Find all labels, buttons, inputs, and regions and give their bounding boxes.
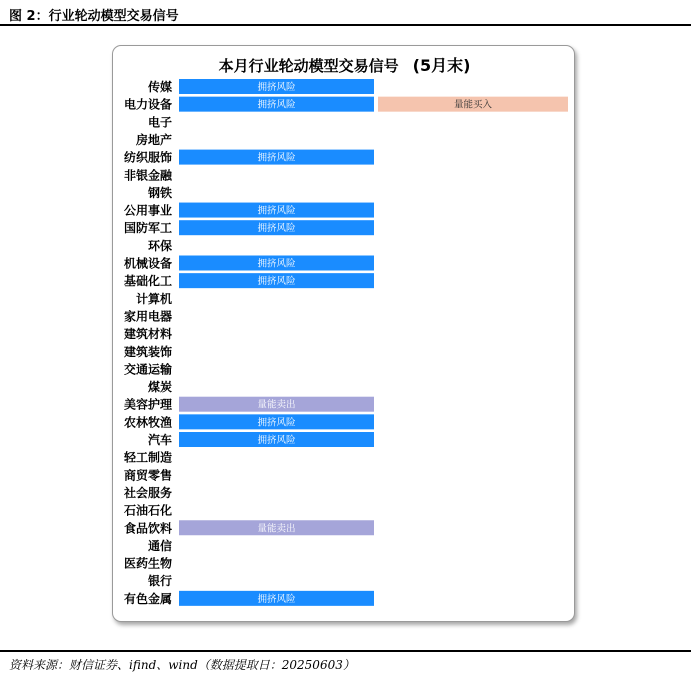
industry-label: 建筑装饰 <box>123 344 172 359</box>
industry-label: 国防军工 <box>123 221 172 236</box>
industry-label: 有色金属 <box>123 591 172 606</box>
industry-label: 传媒 <box>147 80 172 94</box>
industry-label: 非银金融 <box>123 168 172 183</box>
industry-label: 通信 <box>147 538 172 553</box>
industry-label: 美容护理 <box>123 397 172 412</box>
risk-signal-label: 拥挤风险 <box>257 435 296 446</box>
figure-footer <box>0 650 691 676</box>
risk-signal-label: 拥挤风险 <box>257 205 296 217</box>
industry-label: 计算机 <box>135 291 172 306</box>
industry-label: 公用事业 <box>123 203 172 218</box>
industry-label: 石油石化 <box>123 503 172 518</box>
risk-signal-label: 拥挤风险 <box>257 99 296 111</box>
risk-signal-label: 拥挤风险 <box>257 593 296 605</box>
industry-label: 建筑材料 <box>123 327 172 342</box>
risk-signal-label: 拥挤风险 <box>257 417 296 429</box>
risk-signal-label: 拥挤风险 <box>257 82 296 93</box>
industry-label: 食品饮料 <box>123 521 172 536</box>
industry-label: 煤炭 <box>147 380 172 395</box>
industry-label: 农林牧渔 <box>123 415 172 430</box>
risk-signal-label: 拥挤风险 <box>257 223 296 235</box>
industry-label: 基础化工 <box>123 274 172 289</box>
figure-header <box>0 0 691 26</box>
industry-label: 银行 <box>147 574 172 589</box>
industry-label: 纺织服饰 <box>123 150 172 165</box>
chart-title: 本月行业轮动模型交易信号 <box>218 57 399 75</box>
industry-label: 电力设备 <box>123 97 172 112</box>
risk-signal-label: 量能卖出 <box>257 523 296 535</box>
industry-label: 钢铁 <box>147 185 172 200</box>
industry-label: 交通运输 <box>123 362 172 377</box>
risk-signal-label: 拥挤风险 <box>257 276 296 288</box>
industry-label: 电子 <box>147 115 172 130</box>
industry-label: 汽车 <box>147 433 172 447</box>
industry-label: 社会服务 <box>123 485 172 500</box>
industry-label: 商贸零售 <box>123 468 172 483</box>
industry-label: 轻工制造 <box>123 450 172 465</box>
risk-signal-label: 量能卖出 <box>257 399 296 411</box>
chart-title-tag: (5月末) <box>412 56 471 75</box>
signal-grid <box>113 46 576 623</box>
figure-title: 图 2：行业轮动模型交易信号 <box>9 9 179 24</box>
buy-signal-label: 量能买入 <box>453 99 493 111</box>
industry-label: 房地产 <box>135 132 172 147</box>
risk-signal-label: 拥挤风险 <box>257 152 296 164</box>
industry-label: 医药生物 <box>123 556 172 571</box>
figure-source: 资料来源：财信证券、ifind、wind（数据提取日：20250603） <box>9 658 355 672</box>
signal-table-panel <box>112 45 575 622</box>
industry-label: 家用电器 <box>123 309 172 324</box>
industry-label: 机械设备 <box>123 256 172 271</box>
risk-signal-label: 拥挤风险 <box>257 258 296 270</box>
industry-label: 环保 <box>147 238 172 253</box>
